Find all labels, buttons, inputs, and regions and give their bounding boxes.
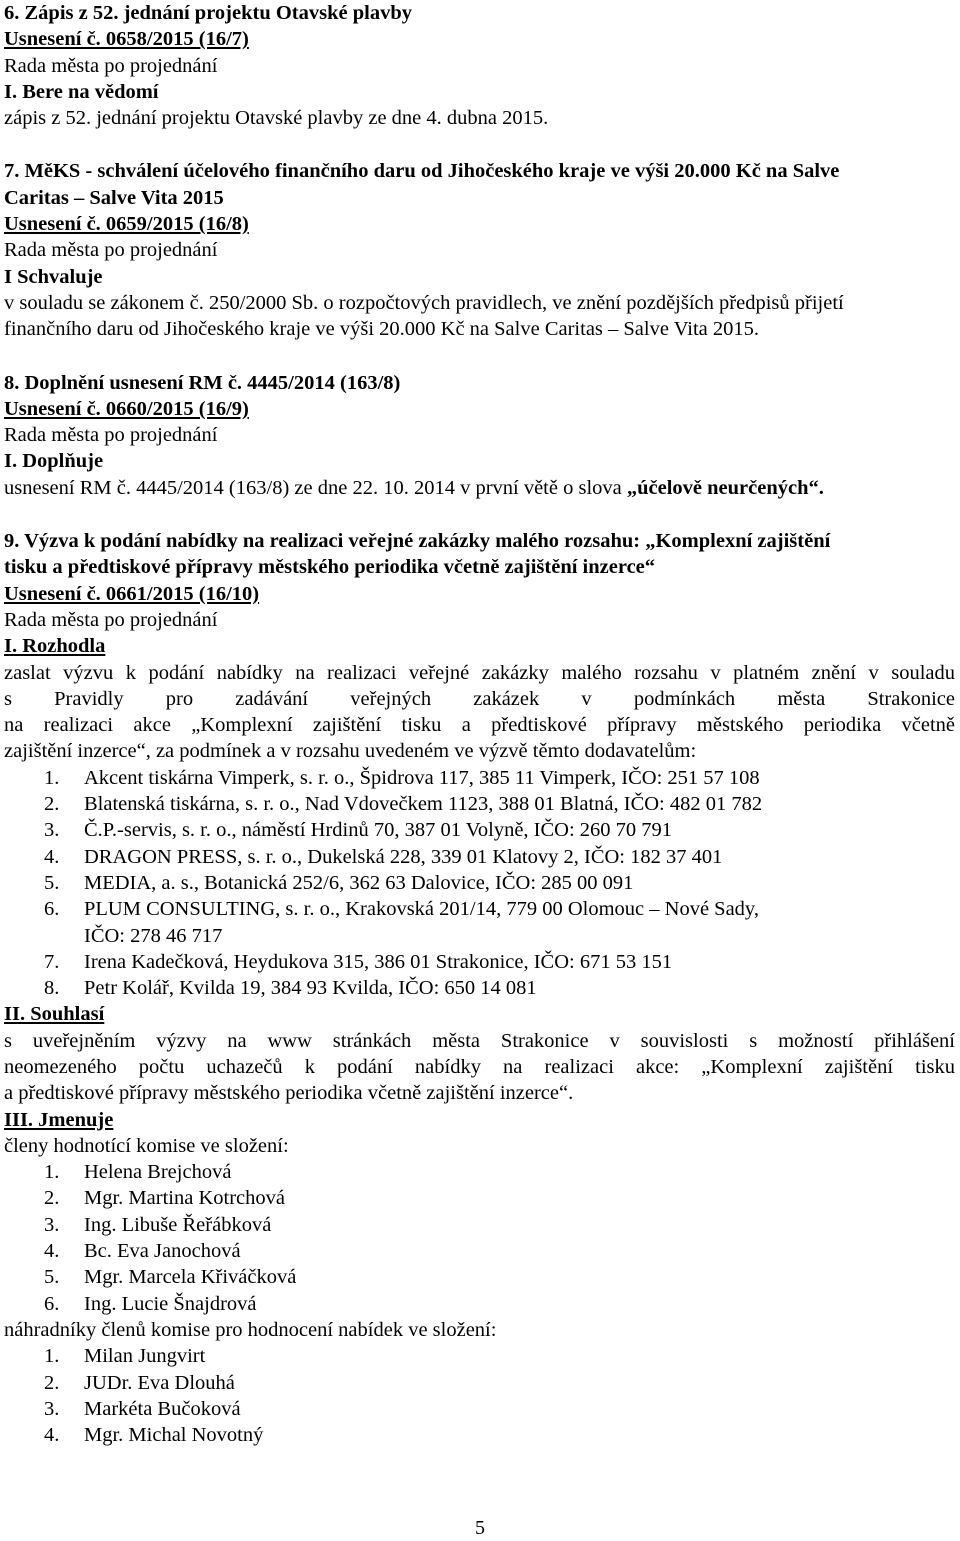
list-item-number: 1. xyxy=(44,766,60,789)
section-7-text-line2: finančního daru od Jihočeského kraje ve výši 20.000 Kč na Salve Caritas – Salve Vita 2015. xyxy=(4,318,760,341)
members-intro: členy hodnotící komise ve složení: xyxy=(4,1134,289,1157)
list-item-number: 1. xyxy=(44,1161,60,1184)
section-9-point-1: I. Rozhodla xyxy=(4,635,106,658)
member-item xyxy=(4,1159,955,1185)
list-item-text: Akcent tiskárna Vimperk, s. r. o., Špidrova 117, 385 11 Vimperk, IČO: 251 57 108 xyxy=(84,766,760,789)
section-9-point-2-text-line1: s uveřejněním výzvy na www stránkách města Strakonice v souvislosti s možností přihlášení xyxy=(4,1029,955,1052)
list-item-number: 4. xyxy=(44,1240,60,1263)
list-item-text: MEDIA, a. s., Botanická 252/6, 362 63 Dalovice, IČO: 285 00 091 xyxy=(84,871,634,894)
section-8-text-main: usnesení RM č. 4445/2014 (163/8) ze dne 22. 10. 2014 v první větě o slova xyxy=(4,476,627,499)
list-item-text: Mgr. Michal Novotný xyxy=(84,1424,264,1447)
supplier-list xyxy=(4,765,955,1002)
list-item-number: 6. xyxy=(44,898,60,921)
supplier-item xyxy=(4,817,955,843)
supplier-item xyxy=(4,844,955,870)
section-7-point: I Schvaluje xyxy=(4,265,103,288)
list-item-number: 2. xyxy=(44,1371,60,1394)
document-page xyxy=(4,0,955,1448)
section-9-council-line: Rada města po projednání xyxy=(4,608,218,631)
supplier-item xyxy=(4,923,955,949)
page-number: 5 xyxy=(475,1517,485,1539)
list-item-text: DRAGON PRESS, s. r. o., Dukelská 228, 339 01 Klatovy 2, IČO: 182 37 401 xyxy=(84,845,723,868)
list-item-text: Ing. Libuše Řeřábková xyxy=(84,1213,272,1236)
list-item-number: 4. xyxy=(44,845,60,868)
list-item-text: PLUM CONSULTING, s. r. o., Krakovská 201/14, 779 00 Olomouc – Nové Sady, xyxy=(84,898,759,921)
section-9-point-2: II. Souhlasí xyxy=(4,1003,105,1026)
member-item xyxy=(4,1185,955,1211)
list-item-number: 5. xyxy=(44,1266,60,1289)
list-item-text: Ing. Lucie Šnajdrová xyxy=(84,1292,257,1315)
section-8-text-quoted: „účelově neurčených“. xyxy=(626,476,824,499)
list-item-number: 2. xyxy=(44,793,60,816)
section-9-heading-line1: 9. Výzva k podání nabídky na realizaci veřejné zakázky malého rozsahu: „Komplexní zajištění xyxy=(4,530,831,553)
section-6-resolution-number: Usnesení č. 0658/2015 (16/7) xyxy=(4,28,249,51)
list-item-text: Milan Jungvirt xyxy=(84,1345,206,1368)
section-6-text: zápis z 52. jednání projektu Otavské plavby ze dne 4. dubna 2015. xyxy=(4,107,549,130)
section-9-point-1-text-line2: s Pravidly pro zadávání veřejných zakázek v podmínkách města Strakonice xyxy=(4,687,955,710)
supplier-item xyxy=(4,975,955,1001)
section-9-point-1-text-line3: na realizaci akce „Komplexní zajištění tisku a předtiskové přípravy městského periodika včetně xyxy=(4,714,955,737)
list-item-text: Mgr. Marcela Křiváčková xyxy=(84,1266,297,1289)
section-8-text xyxy=(4,475,955,501)
member-item xyxy=(4,1264,955,1290)
section-9-point-3: III. Jmenuje xyxy=(4,1108,114,1131)
substitute-item xyxy=(4,1343,955,1369)
list-item-text: Mgr. Martina Kotrchová xyxy=(84,1187,285,1210)
substitute-item xyxy=(4,1422,955,1448)
section-6-council-line: Rada města po projednání xyxy=(4,54,218,77)
member-item xyxy=(4,1291,955,1317)
supplier-item xyxy=(4,765,955,791)
section-8-resolution-number: Usnesení č. 0660/2015 (16/9) xyxy=(4,397,249,420)
list-item-number: 1. xyxy=(44,1345,60,1368)
section-9-point-1-text-line4: zajištění inzerce“, za podmínek a v rozsahu uvedeném ve výzvě těmto dodavatelům: xyxy=(4,740,697,763)
supplier-item xyxy=(4,896,955,922)
section-9-point-2-text-line3: a předtiskové přípravy městského periodika včetně zajištění inzerce“. xyxy=(4,1082,574,1105)
substitute-item xyxy=(4,1370,955,1396)
section-9-resolution-number: Usnesení č. 0661/2015 (16/10) xyxy=(4,582,260,605)
list-item-text: Helena Brejchová xyxy=(84,1161,232,1184)
section-6-point: I. Bere na vědomí xyxy=(4,80,159,103)
list-item-text: Markéta Bučoková xyxy=(84,1397,241,1420)
member-item xyxy=(4,1238,955,1264)
list-item-text: Bc. Eva Janochová xyxy=(84,1240,241,1263)
list-item-number: 8. xyxy=(44,977,60,1000)
list-item-number: 3. xyxy=(44,1397,60,1420)
section-8-heading: 8. Doplnění usnesení RM č. 4445/2014 (163/8) xyxy=(4,371,401,394)
section-8-council-line: Rada města po projednání xyxy=(4,424,218,447)
substitutes-intro: náhradníky členů komise pro hodnocení nabídek ve složení: xyxy=(4,1318,497,1341)
section-7-council-line: Rada města po projednání xyxy=(4,239,218,262)
section-9-point-2-text-line2: neomezeného počtu uchazečů k podání nabídky na realizaci akce: „Komplexní zajištění tisku xyxy=(4,1055,955,1078)
section-7-heading-line2: Caritas – Salve Vita 2015 xyxy=(4,186,224,209)
supplier-item xyxy=(4,870,955,896)
section-7-resolution-number: Usnesení č. 0659/2015 (16/8) xyxy=(4,213,249,236)
list-item-text: Petr Kolář, Kvilda 19, 384 93 Kvilda, IČO: 650 14 081 xyxy=(84,977,537,1000)
substitute-list xyxy=(4,1343,955,1448)
list-item-number: 2. xyxy=(44,1187,60,1210)
list-item-number: 3. xyxy=(44,1213,60,1236)
list-item-number: 5. xyxy=(44,871,60,894)
supplier-item xyxy=(4,949,955,975)
section-9-point-1-text-line1: zaslat výzvu k podání nabídky na realizaci veřejné zakázky malého rozsahu v platném znění v souladu xyxy=(4,661,955,684)
supplier-item xyxy=(4,791,955,817)
list-item-number: 4. xyxy=(44,1424,60,1447)
list-item-text: Č.P.-servis, s. r. o., náměstí Hrdinů 70, 387 01 Volyně, IČO: 260 70 791 xyxy=(84,819,673,842)
list-item-number: 6. xyxy=(44,1292,60,1315)
list-item-text: IČO: 278 46 717 xyxy=(84,924,223,947)
member-list xyxy=(4,1159,955,1317)
list-item-number: 3. xyxy=(44,819,60,842)
substitute-item xyxy=(4,1396,955,1422)
list-item-text: JUDr. Eva Dlouhá xyxy=(84,1371,235,1394)
list-item-text: Blatenská tiskárna, s. r. o., Nad Vdovečkem 1123, 388 01 Blatná, IČO: 482 01 782 xyxy=(84,793,763,816)
list-item-text: Irena Kadečková, Heydukova 315, 386 01 Strakonice, IČO: 671 53 151 xyxy=(84,950,673,973)
section-6-heading: 6. Zápis z 52. jednání projektu Otavské plavby xyxy=(4,2,412,24)
section-7-text-line1: v souladu se zákonem č. 250/2000 Sb. o rozpočtových pravidlech, ve znění pozdějších předpisů přijetí xyxy=(4,291,844,314)
section-7-heading-line1: 7. MěKS - schválení účelového finančního daru od Jihočeského kraje ve výši 20.000 Kč na Salve xyxy=(4,160,840,183)
list-item-number: 7. xyxy=(44,950,60,973)
section-9-heading-line2: tisku a předtiskové přípravy městského periodika včetně zajištění inzerce“ xyxy=(4,556,656,579)
section-8-point: I. Doplňuje xyxy=(4,450,104,473)
member-item xyxy=(4,1212,955,1238)
